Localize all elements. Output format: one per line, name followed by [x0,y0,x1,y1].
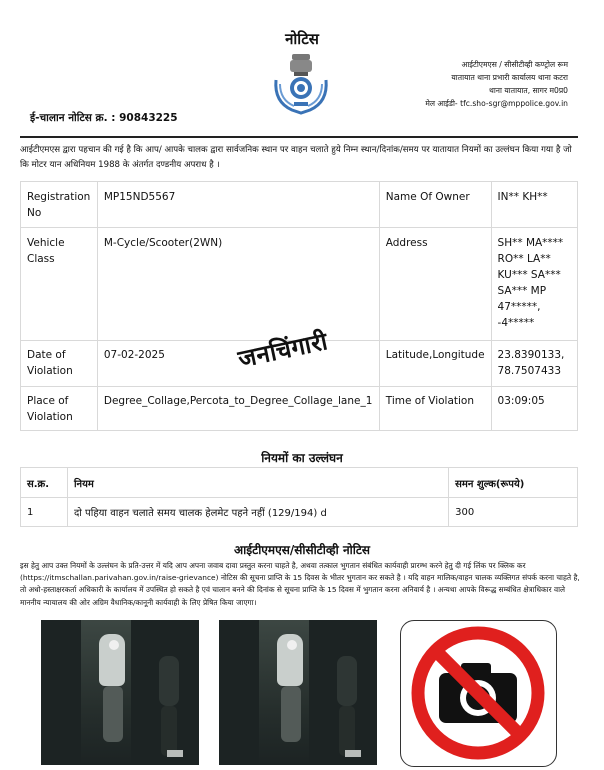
office-line: थाना यातायात, सागर म0प्र0 [488,86,568,95]
time-label: Time of Violation [379,387,491,431]
itms-notice-paragraph: इस हेतु आप उक्त नियमों के उल्लंघन के प्रति-उत्तर में यदि आप अपना जवाब दावा प्रस्तुत करना चाहते है, अथवा तत्काल भुगतान संबंधित कार्यवाही प्रारम्भ करने हेतु दी गई लिंक पर क्लिक कर (https://itmschallan.parivahan.gov.in/raise-grievance) नोटिस की सूचना प्राप्ति के 15 दिवस के भीतर भुगतान कर सकते है । यदि वाहन मालिक/वाहन चालक व्यक्तिगत संपर्क करना चाहते है, तो अधो-हस्ताक्षरकर्ता अधिकारी के कार्यालय में उपस्थित हो सकते है एवं चालान बनने की दिनांक से सूचना प्राप्ति के 15 दिवस में भुगतान करना अनिवार्य है । अन्यथा आपके विरूद्ध सम्बंधित क्षेत्राधिकार वाले माननीय न्यायालय की ओर अग्रिम वैधानिक/कानूनी कार्यवाही के लिए प्रेषित किया जाएगा। [20,561,580,607]
table-row [21,498,578,527]
owner-value: IN** KH** [491,182,577,228]
header-divider [20,136,578,138]
latitude-value: 23.8390133, [497,349,565,361]
address-line: KU*** SA*** [497,269,561,281]
longitude-value: 78.7507433 [497,365,562,377]
registration-value: MP15ND5567 [97,182,379,228]
latlong-value [491,341,577,387]
table-row [21,387,578,431]
column-header: स.क्र. [21,468,68,498]
address-label: Address [379,228,491,341]
address-line: SA*** MP [497,285,547,297]
page-title: नोटिस [285,30,319,48]
registration-label: Registration No [21,182,98,228]
mp-police-emblem-icon [270,50,332,116]
violation-photo [41,620,199,765]
table-row [21,182,578,228]
date-label: Date of Violation [21,341,98,387]
office-email: मेल आईडी- tfc.sho-sgr@mppolice.gov.in [425,99,568,108]
violations-table [20,467,578,527]
watermark-stamp: जनचिंगारी [235,327,331,374]
column-header: समन शुल्क(रूपये) [449,468,578,498]
column-header: नियम [67,468,448,498]
violation-photo [219,620,377,765]
address-line: RO** LA** [497,253,551,265]
date-value: 07-02-2025 [97,341,379,387]
violation-details-table [20,181,578,431]
table-header-row [21,468,578,498]
echallan-number: ई-चालान नोटिस क्र. : 90843225 [30,112,178,124]
place-value: Degree_Collage,Percota_to_Degree_Collage_lane_1 [97,387,379,431]
owner-label: Name Of Owner [379,182,491,228]
fine-cell: 300 [449,498,578,527]
rule-cell: दो पहिया वाहन चलाते समय चालक हेलमेट पहने नहीं (129/194) d [67,498,448,527]
address-value [491,228,577,341]
serial-cell: 1 [21,498,68,527]
intro-paragraph: आईटीएमएस द्वारा पहचान की गई है कि आप/ आपके चालक द्वारा सार्वजनिक स्थान पर वाहन चलाते हुये निम्न स्थान/दिनांक/समय पर यातायात नियमों का उल्लंघन किया गया है जो कि मोटर यान अधिनियम 1988 के अंतर्गत दण्डनीय अपराध है । [20,145,572,170]
office-line: आईटीएमएस / सीसीटीव्ही कण्ट्रोल रूम [461,60,568,69]
place-label: Place of Violation [21,387,98,431]
time-value: 03:09:05 [491,387,577,431]
address-line: -4***** [497,317,535,329]
office-line: यातायात थाना प्रभारी कार्यालय थाना कटरा [451,73,568,82]
no-camera-icon [400,620,557,767]
vehicle-class-value: M-Cycle/Scooter(2WN) [97,228,379,341]
address-line: SH** MA**** [497,237,564,249]
latlong-label: Latitude,Longitude [379,341,491,387]
address-line: 47*****, [497,301,541,313]
itms-notice-title: आईटीएमएस/सीसीटीव्ही नोटिस [233,543,370,557]
table-row [21,228,578,341]
violations-title: नियमों का उल्लंघन [261,451,343,465]
issuing-office-address [425,58,568,110]
vehicle-class-label: Vehicle Class [21,228,98,341]
